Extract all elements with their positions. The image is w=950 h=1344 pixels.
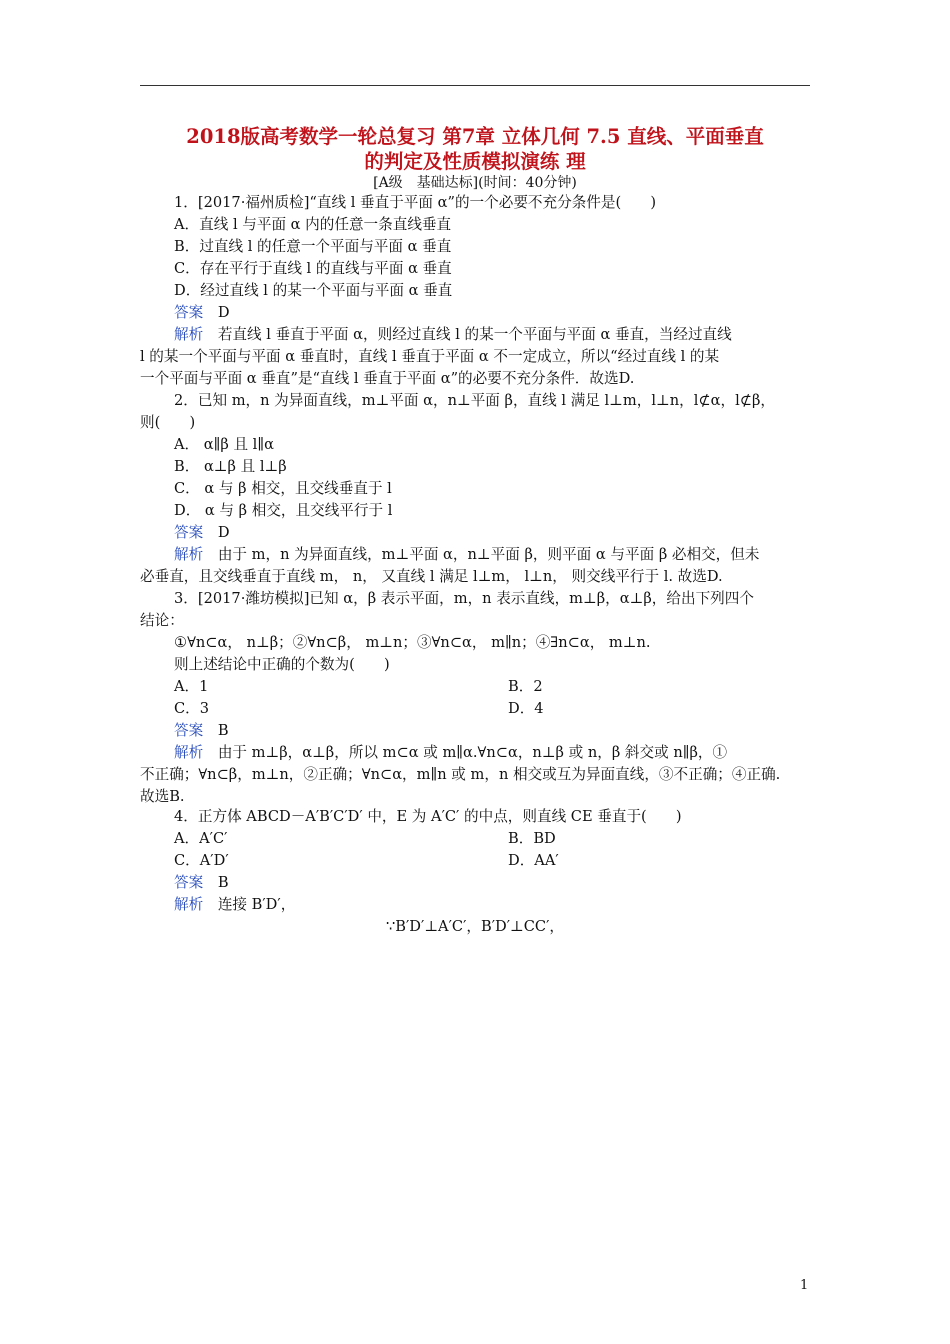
- q4-option-c: C．A′D′: [174, 852, 229, 869]
- analysis-label: 解析: [174, 326, 204, 343]
- q3-stem-line-2: 结论：: [140, 612, 184, 629]
- q1-analysis-line-3: 一个平面与平面 α 垂直”是“直线 l 垂直于平面 α”的必要不充分条件．故选D.: [140, 370, 635, 387]
- analysis-label: 解析: [174, 744, 204, 761]
- q2-analysis-line-1: [174, 544, 759, 566]
- answer-value: D: [217, 304, 230, 321]
- q4-formula: ∵B′D′⊥A′C′，B′D′⊥CC′，: [385, 918, 564, 935]
- section-subtitle: [A级 基础达标](时间：40分钟): [373, 175, 577, 191]
- q2-option-a: A． α∥β 且 l∥α: [174, 436, 274, 453]
- answer-label: 答案: [174, 524, 204, 541]
- answer-value: D: [217, 524, 230, 541]
- answer-value: B: [217, 722, 229, 739]
- q1-option-a: A．直线 l 与平面 α 内的任意一条直线垂直: [174, 216, 452, 233]
- q1-option-c: C．存在平行于直线 l 的直线与平面 α 垂直: [174, 260, 452, 277]
- q3-option-c: C．3: [174, 700, 210, 717]
- q3-stem-line-4: 则上述结论中正确的个数为( ): [174, 656, 390, 673]
- analysis-label: 解析: [174, 896, 204, 913]
- q1-option-d: D．经过直线 l 的某一个平面与平面 α 垂直: [174, 282, 453, 299]
- q1-option-b: B．过直线 l 的任意一个平面与平面 α 垂直: [174, 238, 452, 255]
- page-number: 1: [800, 1278, 809, 1293]
- answer-label: 答案: [174, 722, 204, 739]
- q4-option-d: D．AA′: [508, 852, 559, 869]
- q3-option-b: B．2: [508, 678, 543, 695]
- q2-analysis-line-2: 必垂直，且交线垂直于直线 m， n， 又直线 l 满足 l⊥m， l⊥n， 则交线平行于 l. 故选D.: [140, 568, 723, 585]
- answer-label: 答案: [174, 304, 204, 321]
- title-line-2: 的判定及性质模拟演练 理: [364, 150, 586, 173]
- q2-stem-line-2: 则( ): [140, 414, 196, 431]
- answer-label: 答案: [174, 874, 204, 891]
- q1-stem: 1．[2017·福州质检]“直线 l 垂直于平面 α”的一个必要不充分条件是( ): [174, 194, 657, 211]
- analysis-text: 由于 m⊥β，α⊥β，所以 m⊂α 或 m∥α.∀n⊂α，n⊥β 或 n，β 斜交或 n∥β，①: [217, 744, 728, 761]
- q3-stem-line-3: ①∀n⊂α， n⊥β；②∀n⊂β， m⊥n；③∀n⊂α， m∥n；④∃n⊂α， m⊥n.: [174, 634, 651, 651]
- q3-analysis-line-1: [174, 742, 727, 764]
- q2-answer: [174, 522, 230, 544]
- q4-option-b: B．BD: [508, 830, 556, 847]
- q4-answer: [174, 872, 229, 894]
- header-rule: [140, 85, 810, 86]
- q2-option-c: C． α 与 β 相交，且交线垂直于 l: [174, 480, 392, 497]
- analysis-text: 由于 m，n 为异面直线，m⊥平面 α，n⊥平面 β，则平面 α 与平面 β 必相交，但未: [217, 546, 760, 563]
- q2-option-b: B． α⊥β 且 l⊥β: [174, 458, 287, 475]
- q4-analysis-line-1: [174, 894, 295, 916]
- title-line-1: 2018版高考数学一轮总复习 第7章 立体几何 7.5 直线、平面垂直: [186, 125, 764, 148]
- q4-stem: 4．正方体 ABCD－A′B′C′D′ 中，E 为 A′C′ 的中点，则直线 CE 垂直于( ): [174, 808, 682, 825]
- analysis-label: 解析: [174, 546, 204, 563]
- q1-analysis-line-1: [174, 324, 732, 346]
- q3-option-a: A．1: [174, 678, 209, 695]
- q4-option-a: A．A′C′: [174, 830, 228, 847]
- q1-answer: [174, 302, 230, 324]
- q3-analysis-line-3: 故选B.: [140, 788, 185, 805]
- q2-option-d: D． α 与 β 相交，且交线平行于 l: [174, 502, 393, 519]
- analysis-text: 若直线 l 垂直于平面 α，则经过直线 l 的某一个平面与平面 α 垂直，当经过直线: [217, 326, 732, 343]
- q3-analysis-line-2: 不正确；∀n⊂β，m⊥n，②正确；∀n⊂α，m∥n 或 m，n 相交或互为异面直线，③不正确；④正确.: [140, 766, 781, 783]
- analysis-text: 连接 B′D′，: [217, 896, 296, 913]
- q3-answer: [174, 720, 229, 742]
- q3-option-d: D．4: [508, 700, 544, 717]
- q3-stem-line-1: 3．[2017·潍坊模拟]已知 α，β 表示平面，m，n 表示直线，m⊥β，α⊥β，给出下列四个: [174, 590, 754, 607]
- q1-analysis-line-2: l 的某一个平面与平面 α 垂直时，直线 l 垂直于平面 α 不一定成立，所以“经过直线 l 的某: [140, 348, 720, 365]
- document-title: [140, 124, 810, 174]
- q2-stem-line-1: 2．已知 m，n 为异面直线，m⊥平面 α，n⊥平面 β，直线 l 满足 l⊥m，l⊥n，l⊄α，l⊄β，: [174, 392, 775, 409]
- answer-value: B: [217, 874, 229, 891]
